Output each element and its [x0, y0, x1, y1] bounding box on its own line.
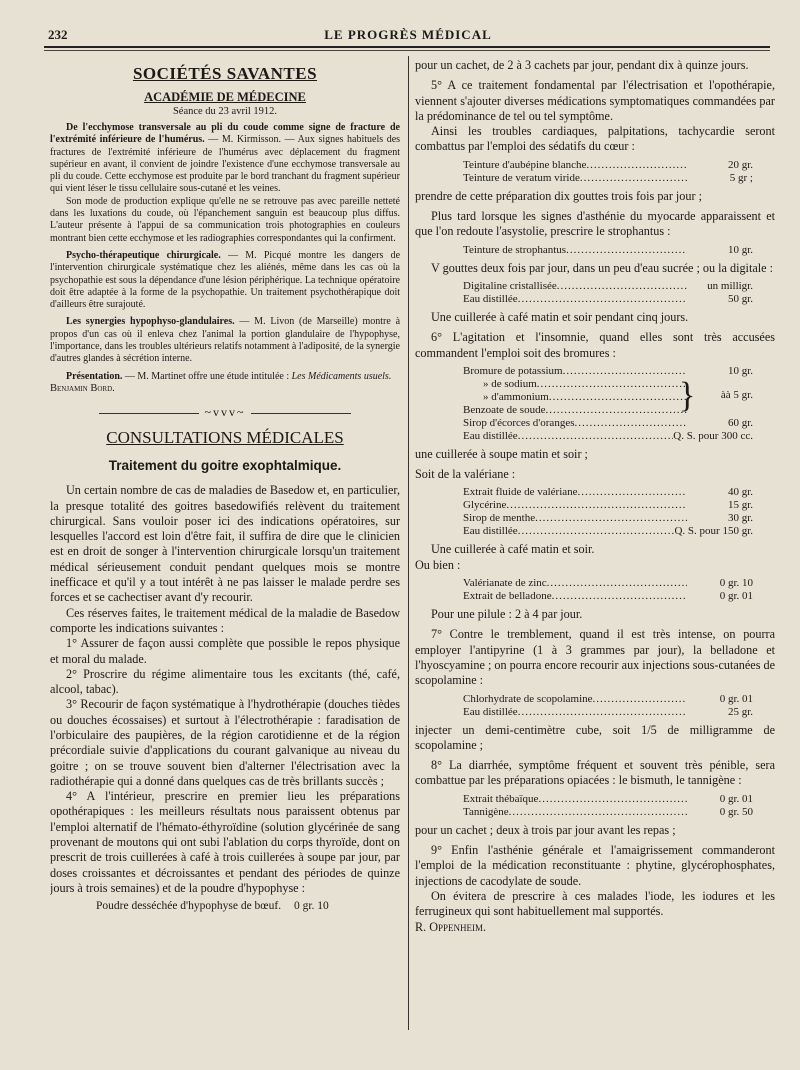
brace-dose: àà 5 gr.	[720, 388, 753, 401]
rx-dose: 0 gr. 10	[719, 577, 753, 590]
text-paragraph: une cuillerée à soupe matin et soir ;	[415, 446, 588, 461]
prescription	[463, 159, 753, 185]
signature-bord: Benjamin Bord.	[50, 382, 115, 394]
rx-dose: 0 gr. 01	[719, 590, 753, 603]
academy-title: ACADÉMIE DE MÉDECINE	[144, 90, 306, 104]
prescription	[463, 244, 753, 257]
text-paragraph: 5° A ce traitement fondamental par l'électrisation et l'opothérapie, viennent s'ajouter diverses médications symptomatiques commandées par la prédominance de tel ou tel symptôme.	[415, 78, 775, 123]
rx-row	[463, 388, 753, 404]
rx-row	[463, 378, 753, 391]
text-paragraph: Ou bien :	[415, 557, 461, 572]
rx-name: Extrait fluide de valériane	[463, 486, 578, 499]
rx-row	[463, 280, 753, 293]
consult-paragraph: 1° Assurer de façon aussi complète que possible le repos physique et moral du malade.	[50, 636, 400, 666]
rx-name: » de sodium	[483, 377, 537, 390]
rx-row	[463, 404, 753, 417]
rx-dose: 0 gr. 50	[719, 805, 753, 818]
rx-dose: 0 gr. 10	[293, 900, 329, 913]
rx-dose: 5 gr ;	[729, 171, 753, 184]
rx-dose: 0 gr. 01	[719, 792, 753, 805]
ornament-divider: ~vvv~	[50, 405, 400, 420]
rx-dose: 50 gr.	[727, 292, 753, 305]
rx-dose: 10 gr.	[727, 243, 753, 256]
text-paragraph: Une cuillerée à café matin et soir.	[431, 542, 595, 557]
rx-name: Digitaline cristallisée	[463, 279, 557, 292]
text-paragraph: Soit de la valériane :	[415, 467, 516, 482]
rx-row	[463, 172, 753, 185]
rx-dose: 10 gr.	[727, 364, 753, 377]
rx-name: Chlorhydrate de scopolamine	[463, 692, 593, 705]
rx-dose: Q. S. pour 150 gr.	[674, 525, 753, 538]
text-paragraph: prendre de cette préparation dix gouttes trois fois par jour ;	[415, 188, 702, 203]
rx-row	[463, 293, 753, 306]
rx-dose: 30 gr.	[727, 512, 753, 525]
header-rule	[44, 46, 770, 48]
rx-dose: 60 gr.	[727, 416, 753, 429]
consult-paragraph: 2° Proscrire du régime alimentaire tous les excitants (thé, café, alcool, tabac).	[50, 666, 400, 697]
rx-row	[463, 499, 753, 512]
article-author: — M. Martinet	[124, 370, 186, 382]
article-title: Présentation.	[66, 370, 123, 382]
rx-dose: 20 gr.	[727, 158, 753, 171]
rx-dose: 15 gr.	[727, 499, 753, 512]
rx-name: Teinture de strophantus	[463, 243, 567, 256]
rx-dose: un milligr.	[707, 279, 753, 292]
rx-row	[463, 486, 753, 499]
article-text: montre les dangers de l'intervention chirurgicale systématique chez les aliénés, même dans les cas où la psychopathie est sous la dépendance d'une lésion périphérique. La technique opératoire doit être adaptée à la forme de la psychopathie. Un traitement psychothérapique doit d'ailleurs être surajouté.	[50, 249, 400, 311]
prescription	[463, 693, 753, 719]
article-presentation	[50, 371, 400, 383]
text-paragraph: V gouttes deux fois par jour, dans un peu d'eau sucrée ; ou la digitale :	[431, 260, 773, 275]
rx-dose: Q. S. pour 300 cc.	[673, 429, 753, 442]
rx-row	[463, 365, 753, 378]
brace-symbol: }	[679, 375, 696, 415]
article-text: — Aux signes habituels des fractures de l'extrémité inférieure de l'humérus avec déplacement du fragment supérieur en avant, il convient de joindre l'existence d'une ecchymose transversale au pli du coude. Cette ecchymose est produite par le bord tranchant du fragment supérieur qui vient léser le tissu cellulaire sous-cutané et les veines.	[50, 134, 400, 195]
rx-row	[463, 706, 753, 719]
article-author: — M. Livon	[239, 316, 295, 328]
rx-dose: 25 gr.	[727, 705, 753, 718]
consult-paragraph: 3° Recourir de façon systématique à l'hydrothérapie (douches tièdes ou douches écossaises) et surtout à l'électrothérapie : faradisation de l'orbiculaire des paupières, de la région carotidienne et de la région précordiale suivie d'applications du courant galvanique au niveau du goitre ; on se trouve souvent bien d'alterner l'électrisation avec la radiothérapie qui a donné dans quelques cas de très brillants succès ;	[50, 697, 400, 788]
article-psycho	[50, 250, 400, 311]
consult-paragraph: Un certain nombre de cas de maladies de Basedow et, en particulier, la presque totalité des goitres basedowifiés relèvent du traitement chirurgical. Sans vouloir poser ici des indications opératoires, sur lesquelles l'accord est loin d'être fait, il suffira de dire que le clinicien est en droit de songer à l'intervention chirurgicale lorsqu'un traitement médical sérieusement conduit pendant quelques mois se montre inefficace et qu'il y a tout intérêt à ne pas laisser le malade perdre ses forces et se cachectiser avant d'y recourir.	[50, 483, 400, 605]
book-title: Les Médicaments usuels.	[291, 370, 392, 382]
text-paragraph: pour un cachet ; deux à trois par jour avant les repas ;	[415, 822, 676, 837]
text-paragraph: 6° L'agitation et l'insomnie, quand elles sont très accusées commandent l'emploi soit des bromures :	[415, 330, 775, 360]
rx-dose: 40 gr.	[727, 486, 753, 499]
article-ecchymose	[50, 122, 400, 196]
article-title: Psycho-thérapeutique chirurgicale.	[66, 249, 221, 261]
rx-name: Teinture de veratum viride	[463, 171, 580, 184]
text-paragraph: Pour une pilule : 2 à 4 par jour.	[431, 607, 583, 622]
text-paragraph: Ainsi les troubles cardiaques, palpitations, tachycardie seront combattus par l'emploi des sédatifs du cœur :	[415, 124, 775, 154]
column-divider	[408, 56, 409, 1030]
prescription-bromures	[463, 365, 753, 443]
rx-row	[463, 512, 753, 525]
rx-row	[463, 793, 753, 806]
prescription-poudre	[96, 900, 400, 912]
rx-row	[463, 693, 753, 706]
article-paragraph: Son mode de production explique qu'elle ne se retrouve pas avec pareille netteté dans les luxations du coude, où l'épanchement sanguin est beaucoup plus diffus. L'auteur présente à l'appui de sa communication trois photographies en couleurs montrant bien cette ecchymose et les radiographies correspondantes qui la confirment.	[50, 195, 400, 244]
rx-row	[463, 577, 753, 590]
traitement-title: Traitement du goitre exophtalmique.	[108, 458, 342, 474]
rx-dose	[687, 404, 753, 417]
rx-name: Eau distillée	[463, 525, 518, 538]
consult-paragraph: 4° A l'intérieur, prescrire en premier lieu les préparations opothérapiques : les meilleurs résultats nous paraissent obtenus par l'emploi alternatif de l'hémato-éthyroïdine (solution glycérinée de sang provenant de moutons qui ont subi l'ablation du corps thyroïde, dont on prescrit de trois cuillerées à café à trois cuillerées à soupe par jour, par doses croissantes et décroissantes et pendant des périodes de quinze jours à trois semaines) et de la poudre d'hypophyse :	[50, 789, 400, 895]
rx-name: Sirop de menthe	[463, 512, 536, 525]
text-paragraph: 9° Enfin l'asthénie générale et l'amaigrissement commanderont l'emploi de la médication reconstituante : phytine, glycérophosphates, injections de cacodylate de soude.	[415, 843, 775, 888]
rx-name: Bromure de potassium	[463, 364, 563, 377]
article-author: — M. Picqué	[227, 249, 292, 261]
rx-name: Eau distillée	[463, 292, 518, 305]
article-title: Les synergies hypophyso-glandulaires.	[66, 316, 235, 328]
rx-dose: 0 gr. 01	[719, 692, 753, 705]
rx-name: Eau distillée	[463, 429, 518, 442]
rx-name: Sirop d'écorces d'oranges	[463, 416, 575, 429]
consultations-title: CONSULTATIONS MÉDICALES	[106, 428, 344, 448]
article-text: offre une étude intitulée :	[188, 370, 290, 382]
prescription	[463, 486, 753, 538]
prescription	[463, 577, 753, 603]
article-text: (de Marseille) montre à propos d'un cas où il enleva chez l'animal la portion glandulaire de l'hypophyse, l'importance, dans les troubles ultérieurs relatifs notamment à l'adiposité, de la synergie d'autres glandes à sécrétion interne.	[50, 316, 400, 365]
text-paragraph: On évitera de prescrire à ces malades l'iode, les iodures et les ferrugineux qui sont habituellement mal supportés.	[415, 888, 775, 919]
signature-oppenheim: R. Oppenheim.	[415, 919, 487, 934]
rx-name: Poudre desséchée d'hypophyse de bœuf.	[96, 900, 282, 913]
prescription	[463, 280, 753, 306]
rx-name: Eau distillée	[463, 705, 518, 718]
text-paragraph: injecter un demi-centimètre cube, soit 1/5 de milligramme de scopolamine ;	[415, 722, 775, 752]
text-paragraph: pour un cachet, de 2 à 3 cachets par jour, pendant dix à quinze jours.	[415, 58, 749, 72]
journal-title: LE PROGRÈS MÉDICAL	[324, 27, 492, 42]
rx-row	[463, 525, 753, 538]
rx-name: Extrait thébaïque	[463, 792, 539, 805]
left-column	[50, 58, 400, 1040]
text-paragraph: 8° La diarrhée, symptôme fréquent et souvent très pénible, sera combattue par les préparations opiacées : le bismuth, le tannigène :	[415, 758, 775, 788]
rx-row	[463, 159, 753, 172]
rx-row	[463, 430, 753, 443]
rx-row	[463, 806, 753, 819]
prescription	[463, 793, 753, 819]
rx-name: Benzoate de soude	[463, 403, 546, 416]
seance-date: Séance du 23 avril 1912.	[172, 106, 278, 117]
page-header	[48, 27, 768, 45]
header-rule-thin	[44, 50, 770, 51]
rx-name: Valérianate de zinc	[463, 577, 547, 590]
article-synergies	[50, 316, 400, 365]
page-number: 232	[48, 27, 68, 42]
rx-row	[463, 590, 753, 603]
rx-row	[463, 244, 753, 257]
article-title: De l'ecchymose transversale au pli du coude comme signe de fracture de l'extrémité inférieure de l'humérus.	[50, 122, 400, 146]
right-column	[415, 58, 775, 1040]
rx-name: Glycérine	[463, 499, 507, 512]
section-title: SOCIÉTÉS SAVANTES	[132, 64, 318, 83]
rx-name: Teinture d'aubépine blanche	[463, 158, 587, 171]
text-paragraph: 7° Contre le tremblement, quand il est très intense, on pourra employer l'antipyrine (1 à 3 grammes par jour), la belladone et l'hyoscyamine ; on pourra encore recourir aux injections sous-cutanées de scopolamine :	[415, 627, 775, 688]
rx-name: Tannigène	[463, 805, 509, 818]
rx-name: Extrait de belladone	[463, 590, 552, 603]
rx-name: » d'ammonium	[483, 390, 549, 403]
text-paragraph: Plus tard lorsque les signes d'asthénie du myocarde apparaissent et que l'on redoute l'asystolie, prescrire le strophantus :	[415, 209, 775, 239]
article-author: — M. Kirmisson.	[208, 134, 282, 146]
rx-row	[463, 417, 753, 430]
consult-paragraph: Ces réserves faites, le traitement médical de la maladie de Basedow comporte les indications suivantes :	[50, 605, 400, 635]
text-paragraph: Une cuillerée à café matin et soir pendant cinq jours.	[431, 309, 689, 324]
